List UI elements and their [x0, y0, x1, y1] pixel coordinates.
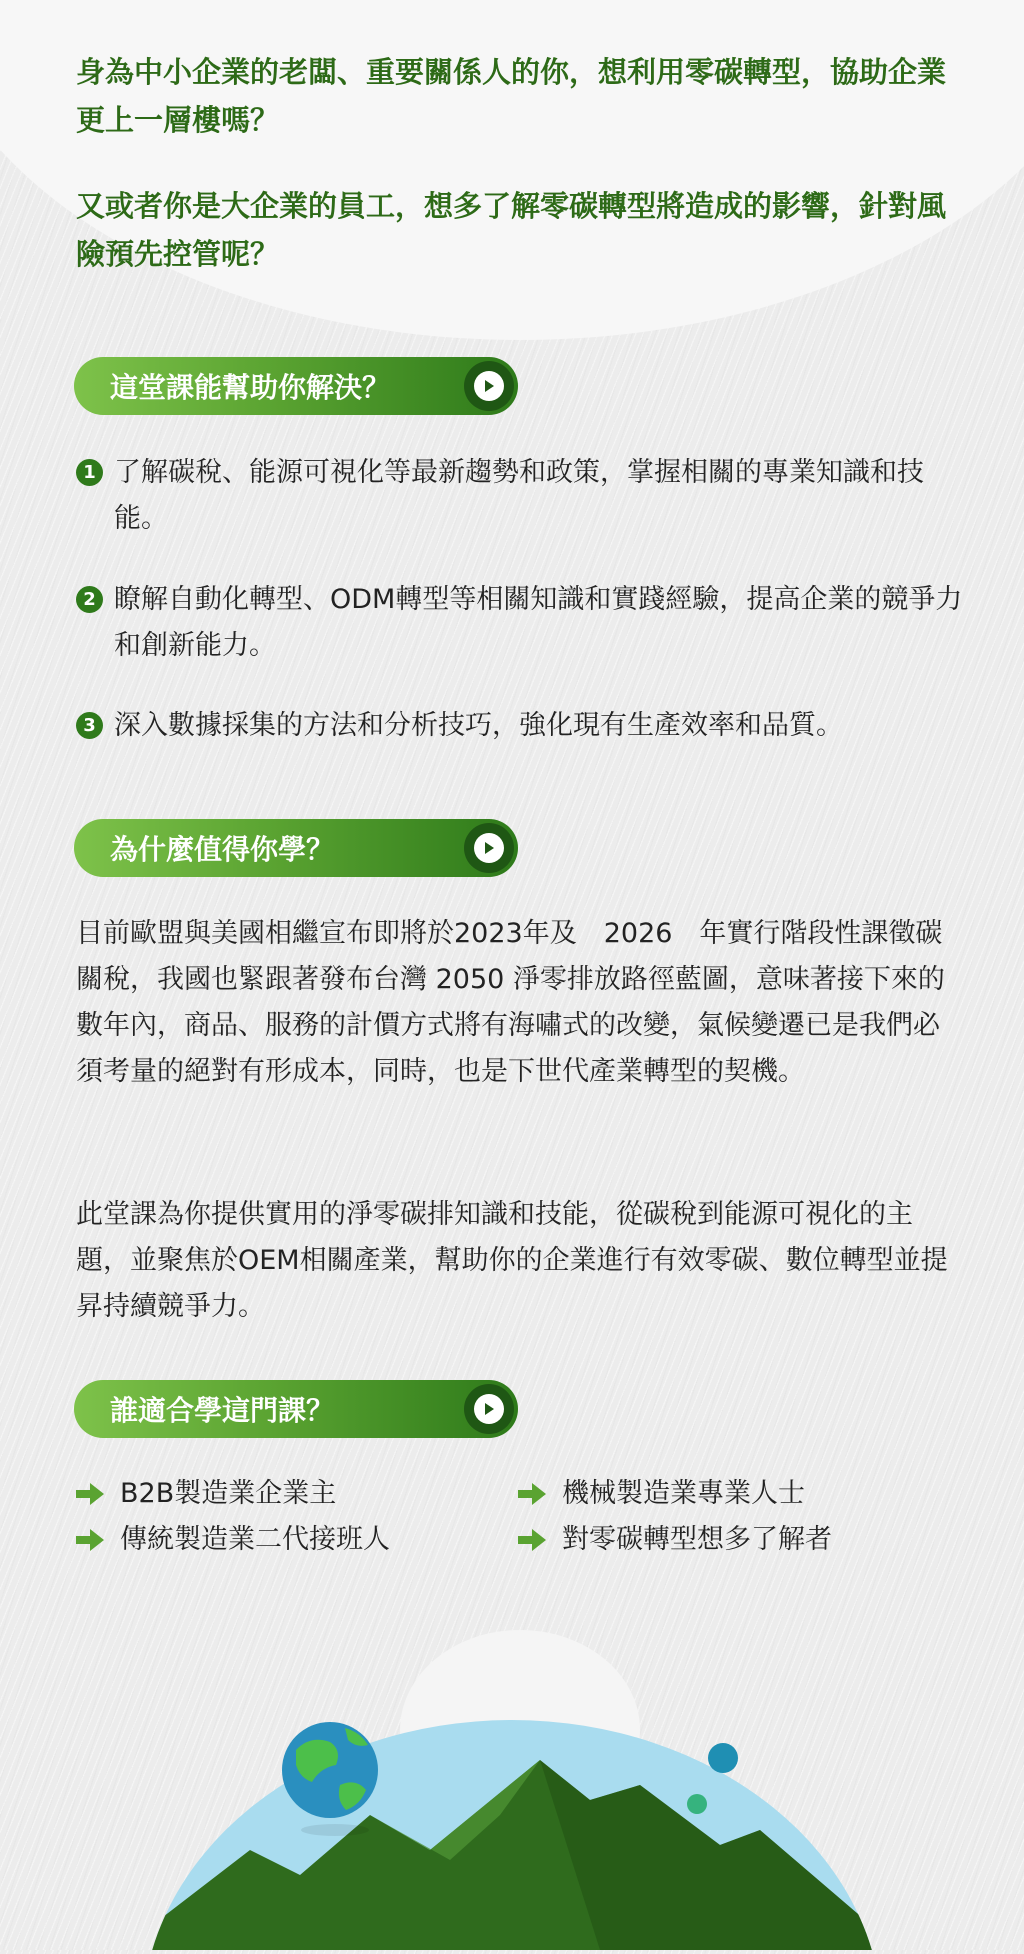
audience-item-3 [76, 1520, 496, 1560]
section-who-title: 誰適合學這門課？ [110, 1394, 335, 1427]
solve-item-text: 瞭解自動化轉型、ODM轉型等相關知識和實踐經驗，提高企業的競爭力和創新能力。 [114, 584, 963, 661]
arrow-right-icon [518, 1483, 546, 1505]
audience-text: 對零碳轉型想多了解者 [562, 1524, 832, 1555]
arrow-right-icon [76, 1483, 104, 1505]
arrow-right-icon [518, 1529, 546, 1551]
solve-item-text: 了解碳稅、能源可視化等最新趨勢和政策，掌握相關的專業知識和技能。 [114, 457, 924, 534]
audience-item-2 [518, 1474, 938, 1514]
why-paragraph-2: 此堂課為你提供實用的淨零碳排知識和技能，從碳稅到能源可視化的主題，並聚焦於OEM相關產業，幫助你的企業進行有效零碳、數位轉型並提昇持續競爭力。 [76, 1199, 948, 1322]
section-solve-title: 這堂課能幫助你解決？ [110, 371, 391, 404]
section-solve-button[interactable] [74, 357, 518, 415]
number-badge: 2 [76, 586, 103, 613]
solve-item-2 [76, 577, 966, 669]
number-badge: 3 [76, 712, 103, 739]
audience-item-4 [518, 1520, 938, 1560]
solve-item-3 [76, 703, 966, 749]
play-icon[interactable] [464, 823, 514, 873]
solve-item-text: 深入數據採集的方法和分析技巧，強化現有生產效率和品質。 [114, 710, 843, 741]
play-icon[interactable] [464, 1384, 514, 1434]
arrow-right-icon [76, 1529, 104, 1551]
audience-text: 機械製造業專業人士 [562, 1478, 805, 1509]
solve-item-1 [76, 450, 966, 542]
section-why-title: 為什麼值得你學？ [110, 833, 335, 866]
play-icon[interactable] [464, 361, 514, 411]
why-paragraph-1: 目前歐盟與美國相繼宣布即將於2023年及 2026 年實行階段性課徵碳關稅，我國也緊跟著發布台灣 2050 淨零排放路徑藍圖，意味著接下來的數年內，商品、服務的計價方式將有海嘯式的改變，氣候變遷已是我們必須考量的絕對有形成本，同時，也是下世代產業轉型的契機。 [76, 918, 945, 1087]
audience-item-1 [76, 1474, 496, 1514]
section-why-button[interactable] [74, 819, 518, 877]
number-badge: 1 [76, 459, 103, 486]
audience-text: 傳統製造業二代接班人 [120, 1524, 390, 1555]
intro-question-2: 又或者你是大企業的員工，想多了解零碳轉型將造成的影響，針對風險預先控管呢？ [76, 189, 947, 271]
intro-question-1: 身為中小企業的老闆、重要關係人的你，想利用零碳轉型，協助企業更上一層樓嗎？ [76, 55, 947, 137]
audience-text: B2B製造業企業主 [120, 1478, 337, 1509]
section-who-button[interactable] [74, 1380, 518, 1438]
